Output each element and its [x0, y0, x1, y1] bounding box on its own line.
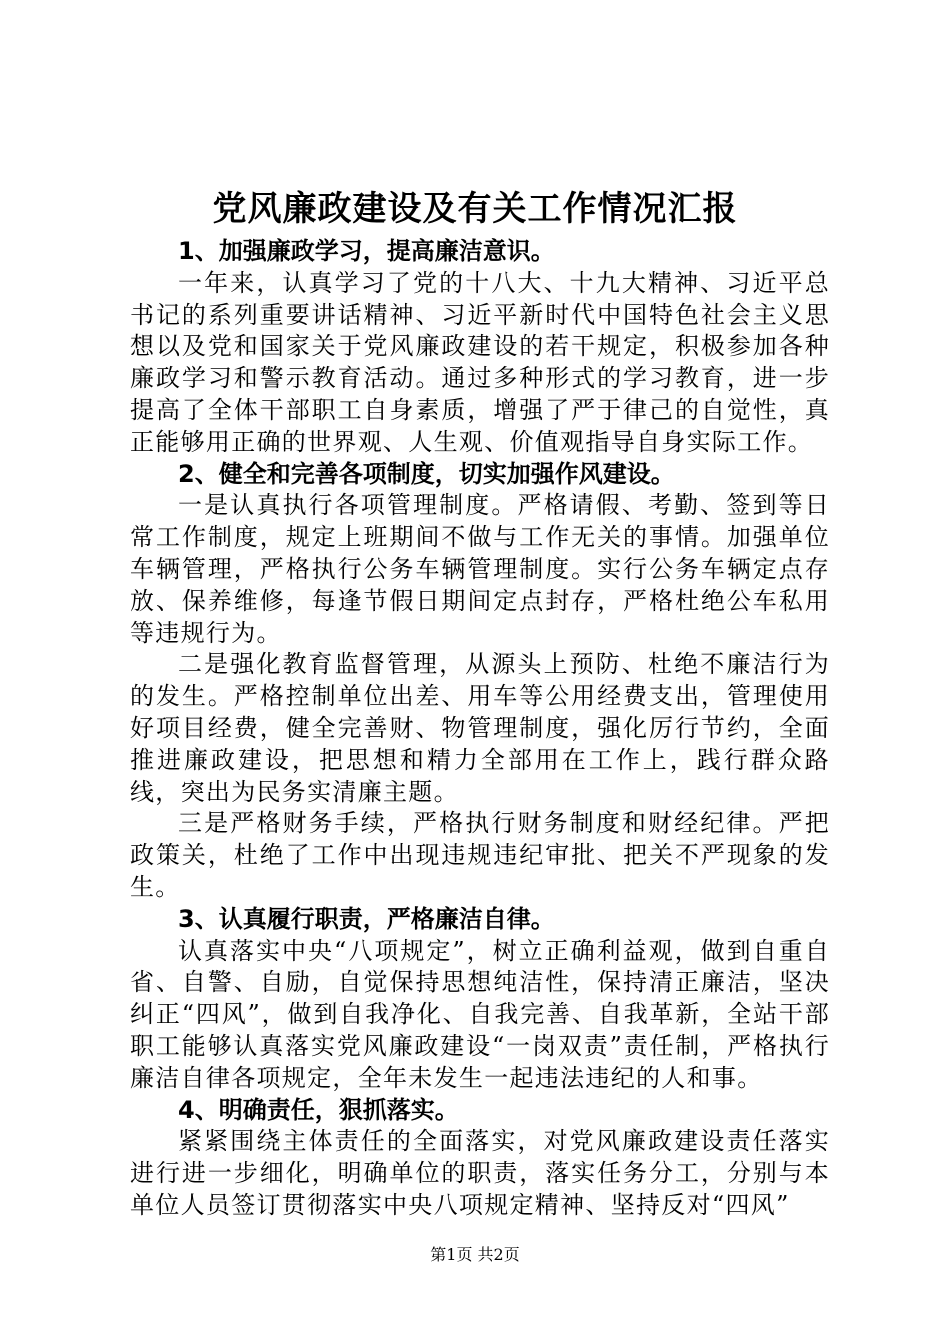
section-2-heading: 2、健全和完善各项制度，切实加强作风建设。	[178, 459, 675, 488]
section-2-paragraph-2: 二是强化教育监督管理，从源头上预防、杜绝不廉洁行为的发生。严格控制单位出差、用车等公用经费支出，管理使用好项目经费，健全完善财、物管理制度，强化厉行节约，全面推进廉政建设，把思想和精力全部用在工作上，践行群众路线，突出为民务实清廉主题。	[130, 650, 830, 806]
section-2-paragraph-3: 三是严格财务手续，严格执行财务制度和财经纪律。严把政策关，杜绝了工作中出现违规违纪审批、把关不严现象的发生。	[130, 809, 830, 901]
section-2-paragraph-1: 一是认真执行各项管理制度。严格请假、考勤、签到等日常工作制度，规定上班期间不做与工作无关的事情。加强单位车辆管理，严格执行公务车辆管理制度。实行公务车辆定点存放、保养维修，每逢节假日期间定点封存，严格杜绝公车私用等违规行为。	[130, 491, 830, 647]
section-1-paragraph-1: 一年来，认真学习了党的十八大、十九大精神、习近平总书记的系列重要讲话精神、习近平新时代中国特色社会主义思想以及党和国家关于党风廉政建设的若干规定，积极参加各种廉政学习和警示教育活动。通过多种形式的学习教育，进一步提高了全体干部职工自身素质，增强了严于律己的自觉性，真正能够用正确的世界观、人生观、价值观指导自身实际工作。	[130, 268, 830, 456]
page-number-footer: 第1页 共2页	[430, 1245, 520, 1264]
document-body	[130, 236, 830, 1222]
section-3-paragraph-1: 认真落实中央“八项规定”，树立正确利益观，做到自重自省、自警、自励，自觉保持思想纯洁性，保持清正廉洁，坚决纠正“四风”，做到自我净化、自我完善、自我革新，全站干部职工能够认真落实党风廉政建设“一岗双责”责任制，严格执行廉洁自律各项规定，全年未发生一起违法违纪的人和事。	[130, 936, 830, 1092]
section-1-heading: 1、加强廉政学习，提高廉洁意识。	[178, 237, 555, 265]
section-4-heading: 4、明确责任，狠抓落实。	[178, 1095, 459, 1124]
document-title: 党风廉政建设及有关工作情况汇报	[212, 189, 738, 229]
section-4-paragraph-1: 紧紧围绕主体责任的全面落实，对党风廉政建设责任落实进行进一步细化，明确单位的职责，落实任务分工，分别与本单位人员签订贯彻落实中央八项规定精神、坚持反对“四风”	[130, 1127, 830, 1219]
section-3-heading: 3、认真履行职责，严格廉洁自律。	[178, 904, 555, 933]
